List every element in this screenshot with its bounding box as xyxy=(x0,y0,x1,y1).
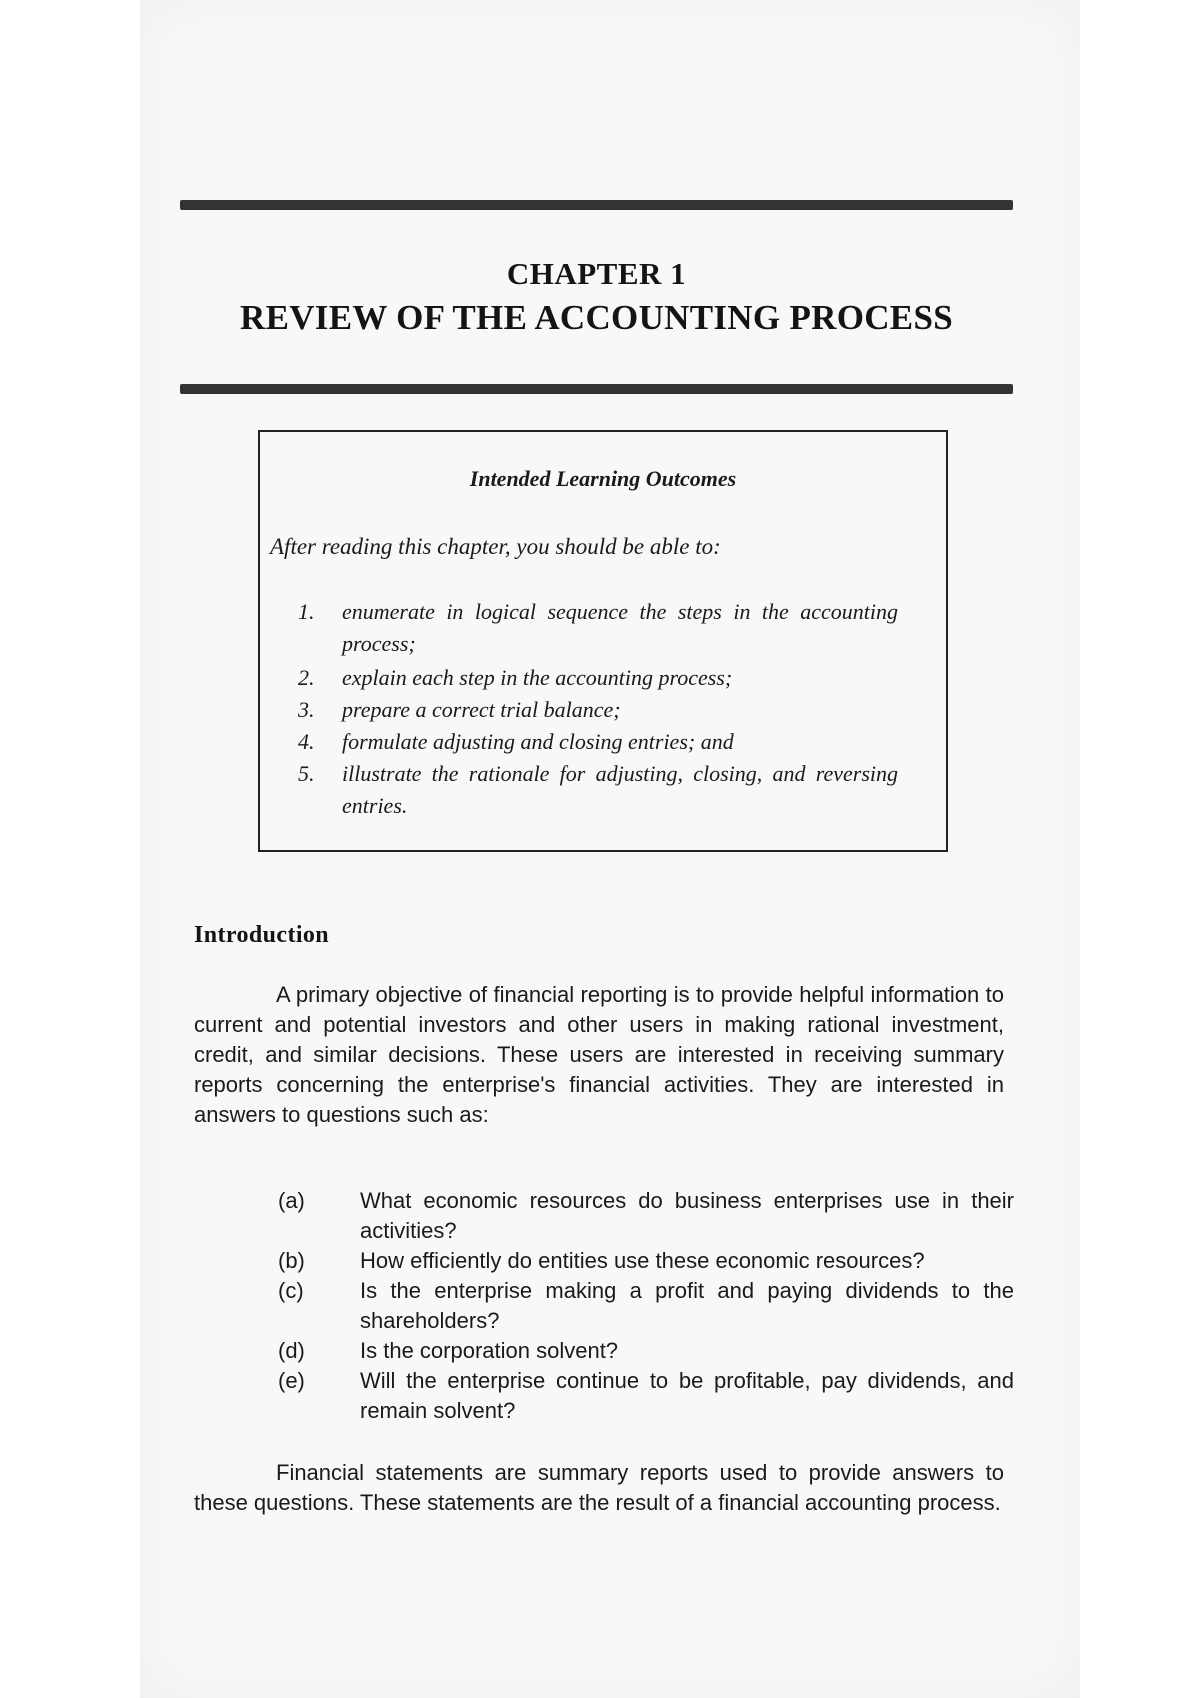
outcome-item xyxy=(298,758,898,822)
introduction-heading: Introduction xyxy=(194,922,330,948)
outcome-item xyxy=(298,694,898,726)
outcome-number: 3. xyxy=(298,697,315,722)
question-label: (c) xyxy=(278,1278,304,1303)
learning-outcomes-list xyxy=(298,596,898,822)
question-label: (b) xyxy=(278,1248,305,1273)
outcome-text: formulate adjusting and closing entries; and xyxy=(342,729,734,754)
question-label: (d) xyxy=(278,1338,305,1363)
outcome-text: enumerate in logical sequence the steps in the accounting process; xyxy=(342,599,898,656)
question-text: How efficiently do entities use these economic resources? xyxy=(360,1248,925,1273)
chapter-title: REVIEW OF THE ACCOUNTING PROCESS xyxy=(240,298,953,337)
outcome-number: 5. xyxy=(298,761,315,786)
questions-list xyxy=(278,1186,1014,1426)
outcome-number: 4. xyxy=(298,729,315,754)
bottom-rule xyxy=(180,384,1013,394)
chapter-label: CHAPTER 1 xyxy=(506,256,687,291)
question-item xyxy=(278,1276,1014,1336)
question-text: What economic resources do business enterprises use in their activities? xyxy=(360,1188,1014,1243)
outcome-item xyxy=(298,596,898,660)
outcome-text: illustrate the rationale for adjusting, closing, and reversing entries. xyxy=(342,761,898,818)
question-label: (a) xyxy=(278,1188,305,1213)
outcome-number: 2. xyxy=(298,665,315,690)
top-rule xyxy=(180,200,1013,210)
question-item xyxy=(278,1186,1014,1246)
question-text: Is the enterprise making a profit and paying dividends to the shareholders? xyxy=(360,1278,1014,1333)
outcome-item xyxy=(298,662,898,694)
learning-outcomes-box xyxy=(258,430,948,852)
outcome-item xyxy=(298,726,898,758)
introduction-paragraph-2: Financial statements are summary reports used to provide answers to these questions. These statements are the result of a financial accounting process. xyxy=(194,1460,1004,1515)
question-item xyxy=(278,1246,1014,1276)
question-item xyxy=(278,1336,1014,1366)
learning-outcomes-heading: Intended Learning Outcomes xyxy=(469,466,737,491)
introduction-paragraph-1: A primary objective of financial reporting is to provide helpful information to current and potential investors and other users in making rational investment, credit, and similar decisions. These users are interested in receiving summary reports concerning the enterprise's financial activities. They are interested in answers to questions such as: xyxy=(194,982,1004,1127)
learning-outcomes-intro: After reading this chapter, you should be able to: xyxy=(270,534,721,559)
outcome-number: 1. xyxy=(298,599,315,624)
question-text: Will the enterprise continue to be profitable, pay dividends, and remain solvent? xyxy=(360,1368,1014,1423)
question-item xyxy=(278,1366,1014,1426)
outcome-text: prepare a correct trial balance; xyxy=(342,697,621,722)
outcome-text: explain each step in the accounting process; xyxy=(342,665,733,690)
question-label: (e) xyxy=(278,1368,305,1393)
question-text: Is the corporation solvent? xyxy=(360,1338,619,1363)
